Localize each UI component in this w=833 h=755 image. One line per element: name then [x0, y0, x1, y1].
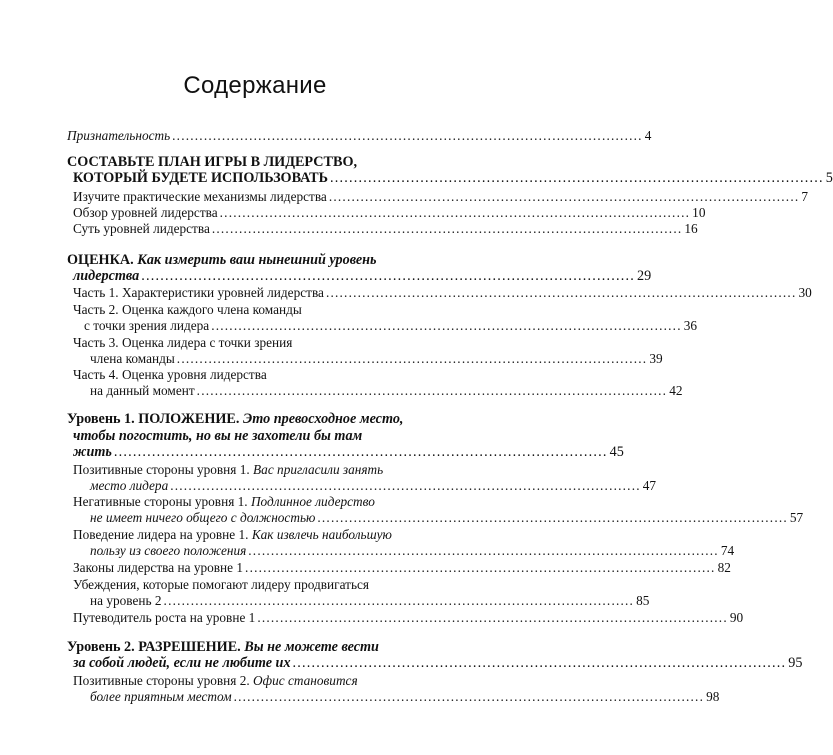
- section-label: Уровень 1. ПОЛОЖЕНИЕ.: [67, 411, 240, 427]
- toc-section-assessment-line2[interactable]: [73, 268, 652, 284]
- entry-text: пользу из своего положения: [90, 543, 247, 558]
- dot-leader: ........................................................................................................: [196, 383, 668, 398]
- page-number: 98: [706, 689, 720, 704]
- page-number: 30: [798, 285, 812, 300]
- page-number: 74: [720, 543, 735, 558]
- toc-section-level1-line1[interactable]: [67, 411, 403, 427]
- dot-leader: ........................................................................................................: [330, 170, 824, 186]
- dot-leader: ........................................................................................................: [219, 205, 691, 220]
- section-subtitle: Это превосходное место,: [242, 411, 404, 427]
- entry-label: Поведение лидера на уровне 1.: [73, 527, 249, 542]
- entry-text: лидерства: [73, 268, 140, 284]
- toc-section-plan-line2[interactable]: [73, 170, 833, 186]
- entry-text: на данный момент: [90, 383, 195, 398]
- toc-entry-part4-line2[interactable]: [90, 383, 683, 399]
- entry-subtitle: Как извлечь наибольшую: [251, 527, 392, 542]
- page-number: 29: [636, 268, 652, 284]
- page-number: 42: [669, 383, 683, 398]
- toc-entry-part3-line2[interactable]: [90, 351, 663, 367]
- toc-entry-l1-beliefs-line2[interactable]: [90, 593, 650, 609]
- toc-entry-l1-guide[interactable]: [73, 610, 744, 626]
- dot-leader: ........................................................................................................: [170, 478, 641, 493]
- toc-section-plan-line1[interactable]: СОСТАВЬТЕ ПЛАН ИГРЫ В ЛИДЕРСТВО,: [67, 154, 358, 170]
- page-number: 39: [649, 351, 663, 366]
- dot-leader: ........................................................................................................: [141, 268, 635, 284]
- dot-leader: ........................................................................................................: [248, 543, 719, 558]
- page-number: 82: [717, 560, 731, 575]
- toc-entry-l1-behavior-line1[interactable]: [73, 527, 392, 543]
- dot-leader: ........................................................................................................: [176, 351, 648, 366]
- page-number: 85: [636, 593, 650, 608]
- page-title: Содержание: [183, 72, 327, 99]
- entry-text: Суть уровней лидерства: [73, 221, 210, 236]
- entry-label: Позитивные стороны уровня 1.: [73, 462, 250, 477]
- entry-text: Путеводитель роста на уровне 1: [73, 610, 256, 625]
- dot-leader: ........................................................................................................: [292, 655, 787, 671]
- dot-leader: ........................................................................................................: [328, 189, 800, 204]
- toc-entry-part3-line1[interactable]: Часть 3. Оценка лидера с точки зрения: [73, 335, 293, 350]
- toc-entry-part2-line1[interactable]: Часть 2. Оценка каждого члена команды: [73, 302, 302, 317]
- entry-text: жить: [73, 444, 112, 460]
- page-number: 7: [801, 189, 809, 204]
- toc-entry-l1-positive-line2[interactable]: [90, 478, 657, 494]
- toc-entry-l2-positive-line2[interactable]: [90, 689, 720, 705]
- entry-text: Обзор уровней лидерства: [73, 205, 218, 220]
- toc-section-level1-line3[interactable]: [73, 444, 624, 460]
- page-number: 4: [644, 128, 652, 143]
- toc-entry-l2-positive-line1[interactable]: [73, 673, 358, 689]
- toc-entry-part4-line1[interactable]: Часть 4. Оценка уровня лидерства: [73, 367, 267, 382]
- dot-leader: ........................................................................................................: [245, 560, 716, 575]
- page-number: 45: [609, 444, 624, 460]
- toc-entry-levels-overview[interactable]: [73, 205, 706, 221]
- entry-text: более приятным местом: [90, 689, 232, 704]
- entry-text: место лидера: [90, 478, 169, 493]
- toc-entry-mechanisms[interactable]: [73, 189, 809, 205]
- dot-leader: ........................................................................................................: [211, 318, 682, 333]
- section-label: Уровень 2. РАЗРЕШЕНИЕ.: [67, 639, 241, 655]
- dot-leader: ........................................................................................................: [317, 510, 788, 525]
- entry-text: с точки зрения лидера: [84, 318, 210, 333]
- dot-leader: ........................................................................................................: [233, 689, 705, 704]
- entry-subtitle: Вас пригласили занять: [253, 462, 384, 477]
- toc-entry-levels-essence[interactable]: [73, 221, 698, 237]
- page-number: 16: [684, 221, 698, 236]
- page-number: 36: [683, 318, 698, 333]
- entry-text: Законы лидерства на уровне 1: [73, 560, 244, 575]
- dot-leader: ........................................................................................................: [257, 610, 728, 625]
- toc-entry-acknowledgments[interactable]: [67, 128, 652, 144]
- page-number: 57: [789, 510, 804, 525]
- section-label: ОЦЕНКА.: [67, 252, 134, 268]
- entry-label: Негативные стороны уровня 1.: [73, 494, 248, 509]
- page-number: 95: [788, 655, 803, 671]
- dot-leader: ........................................................................................................: [211, 221, 683, 236]
- dot-leader: ........................................................................................................: [113, 444, 608, 460]
- entry-text: Часть 1. Характеристики уровней лидерства: [73, 285, 324, 300]
- entry-text: за собой людей, если не любите их: [73, 655, 291, 671]
- toc-entry-l1-negative-line1[interactable]: [73, 494, 375, 510]
- entry-text: Изучите практические механизмы лидерства: [73, 189, 327, 204]
- toc-entry-l1-laws[interactable]: [73, 560, 731, 576]
- toc-entry-l1-behavior-line2[interactable]: [90, 543, 735, 559]
- toc-entry-part2-line2[interactable]: [84, 318, 698, 334]
- dot-leader: ........................................................................................................: [172, 128, 643, 143]
- toc-section-assessment-line1[interactable]: [67, 252, 377, 268]
- entry-text: не имеет ничего общего с должностью: [90, 510, 316, 525]
- toc-entry-part1[interactable]: [73, 285, 812, 301]
- toc-entry-l1-positive-line1[interactable]: [73, 462, 383, 478]
- toc-section-level2-line2[interactable]: [73, 655, 803, 671]
- dot-leader: ........................................................................................................: [325, 285, 797, 300]
- page-number: 90: [729, 610, 744, 625]
- toc-entry-l1-negative-line2[interactable]: [90, 510, 804, 526]
- section-subtitle: Вы не можете вести: [244, 639, 379, 655]
- entry-subtitle: Офис становится: [253, 673, 358, 688]
- toc-section-level2-line1[interactable]: [67, 639, 379, 655]
- toc-section-level1-line2[interactable]: чтобы погостить, но вы не захотели бы там: [73, 428, 363, 444]
- dot-leader: ........................................................................................................: [163, 593, 635, 608]
- section-subtitle: Как измерить ваш нынешний уровень: [137, 252, 377, 268]
- entry-text: Признательность: [67, 128, 171, 143]
- entry-text: на уровень 2: [90, 593, 162, 608]
- page-number: 47: [642, 478, 657, 493]
- entry-subtitle: Подлинное лидерство: [250, 494, 375, 509]
- entry-text: КОТОРЫЙ БУДЕТЕ ИСПОЛЬЗОВАТЬ: [73, 170, 329, 186]
- entry-label: Позитивные стороны уровня 2.: [73, 673, 250, 688]
- page-number: 10: [692, 205, 706, 220]
- entry-text: члена команды: [90, 351, 175, 366]
- toc-entry-l1-beliefs-line1[interactable]: Убеждения, которые помогают лидеру продвигаться: [73, 577, 370, 592]
- page-number: 5: [825, 170, 833, 186]
